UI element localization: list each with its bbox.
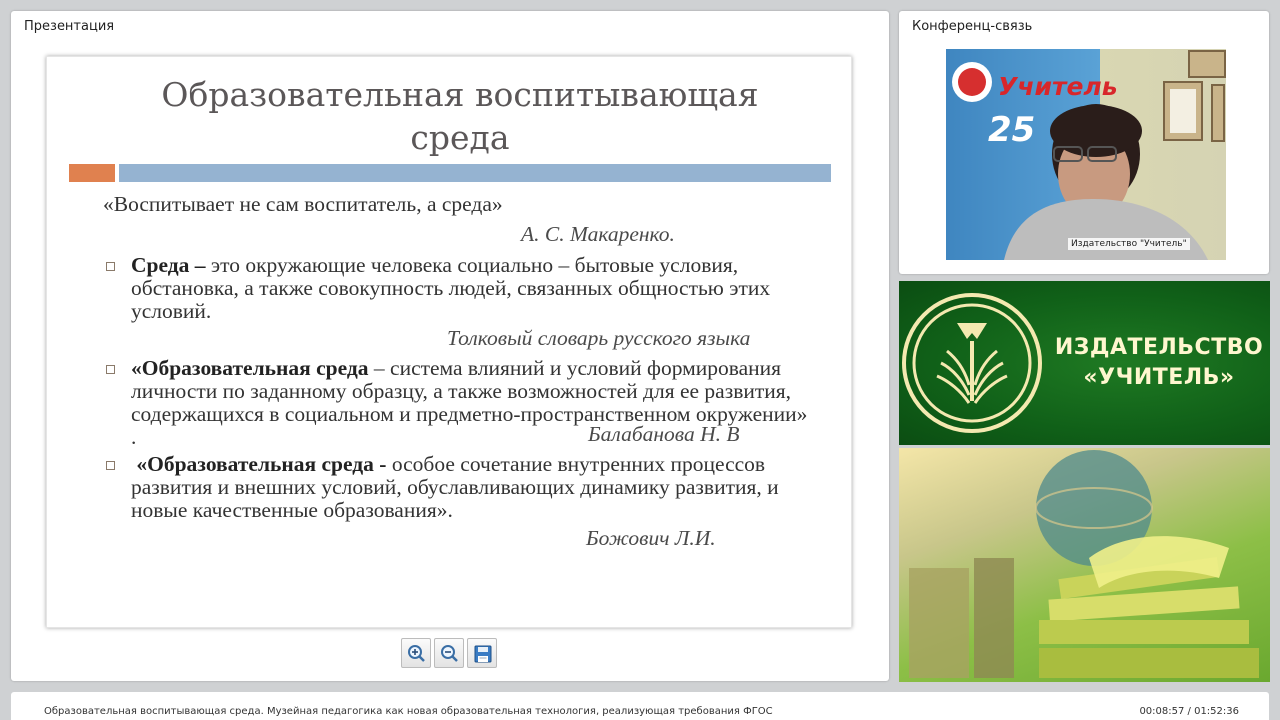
presentation-panel-title: Презентация — [24, 19, 115, 34]
webinar-title: Образовательная воспитывающая среда. Музейная педагогика как новая образовательная технология, реализующая требования ФГОС — [44, 706, 773, 717]
publisher-emblem-icon — [899, 281, 1049, 445]
bullet2-term: «Образовательная среда — [131, 356, 369, 380]
slide-quote: «Воспитывает не сам воспитатель, а среда» — [103, 192, 503, 216]
bullet2-source: Балабанова Н. В — [588, 422, 740, 446]
bullet1-text: это окружающие человека социально – бытовые условия, обстановка, а также совокупность людей, связанных общностью этих условий. — [131, 253, 771, 323]
slide-title-line2: среда — [410, 118, 510, 157]
bullet-marker — [106, 365, 115, 374]
bullet1-source: Толковый словарь русского языка — [447, 326, 751, 350]
publisher-name-line1: ИЗДАТЕЛЬСТВО — [1054, 335, 1264, 360]
title-accent-orange — [69, 164, 115, 182]
banner-number: 25 — [988, 110, 1036, 150]
bullet-marker — [106, 262, 115, 271]
video-frame — [946, 49, 1226, 260]
slide-title-line1: Образовательная воспитывающая — [161, 75, 759, 114]
save-icon — [468, 639, 498, 669]
title-accent-blue — [119, 164, 831, 182]
player-footer — [11, 692, 1269, 720]
conference-panel-title: Конференц-связь — [912, 19, 1033, 34]
zoom-out-button[interactable] — [434, 638, 464, 668]
books-globe-illustration — [899, 448, 1270, 682]
publisher-name — [1049, 333, 1269, 393]
zoom-in-button[interactable] — [401, 638, 431, 668]
bullet-marker — [106, 461, 115, 470]
bullet3-term: «Образовательная среда - — [136, 452, 387, 476]
bullet-item-3 — [131, 453, 811, 522]
slide-quote-author: А. С. Макаренко. — [521, 222, 675, 246]
zoom-out-icon — [435, 639, 465, 669]
save-button[interactable] — [467, 638, 497, 668]
slide — [46, 56, 852, 628]
bullet-item-1 — [131, 254, 811, 323]
books-image — [899, 448, 1270, 682]
speaker-shoulders — [1004, 199, 1208, 260]
publisher-banner — [899, 281, 1270, 445]
publisher-ad — [899, 281, 1270, 682]
bullet2-text: – система влияний и условий формирования личности по заданному образцу, а также возможностей для ее развития, содержащихся в социальном и предметно-пространственном окружении» . — [131, 356, 808, 449]
publisher-name-line2: «УЧИТЕЛЬ» — [1083, 365, 1235, 390]
presentation-panel — [11, 11, 889, 681]
bullet3-text: особое сочетание внутренних процессов развития и внешних условий, обуславливающих динамику развития, и новые качественные образования». — [131, 452, 779, 522]
slide-title — [47, 73, 852, 159]
conference-panel — [899, 11, 1269, 274]
playback-time: 00:08:57 / 01:52:36 — [1139, 706, 1239, 717]
bullet3-source: Божович Л.И. — [586, 526, 716, 550]
participant-label: Издательство "Учитель" — [1068, 238, 1190, 250]
bullet1-term: Среда – — [131, 253, 206, 277]
publisher-logo-core — [958, 68, 986, 96]
video-feed[interactable] — [946, 49, 1226, 260]
banner-text: Учитель — [998, 72, 1118, 101]
zoom-in-icon — [402, 639, 432, 669]
